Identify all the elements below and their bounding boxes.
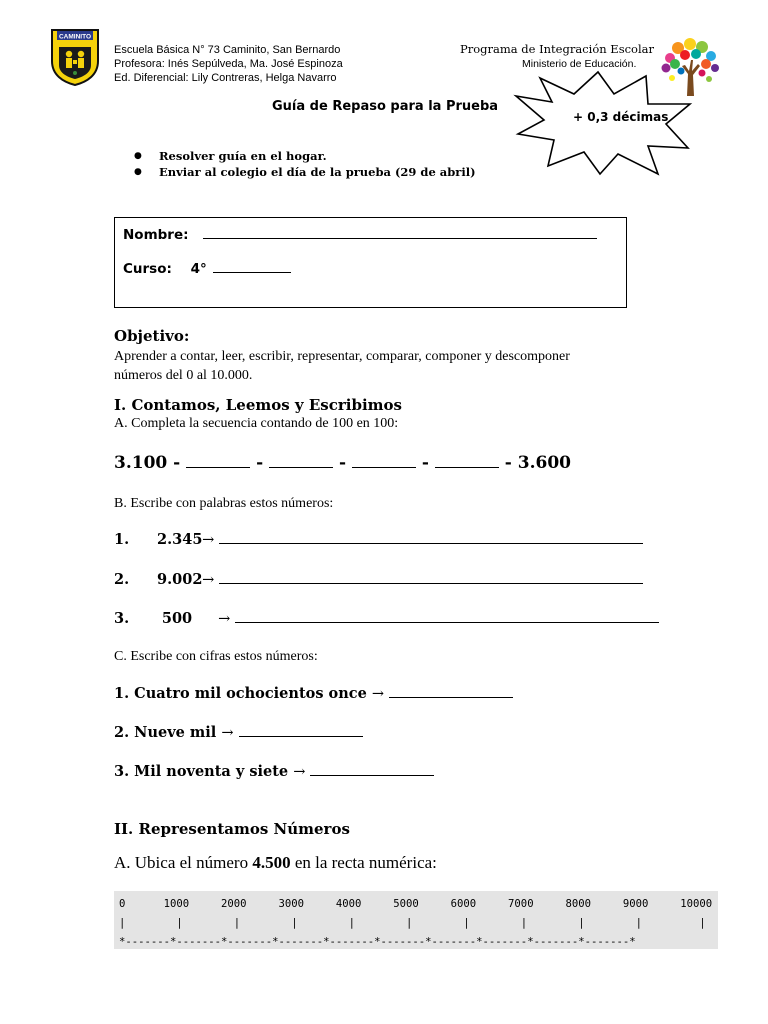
arrow-icon: →: [293, 764, 306, 780]
words-answer-line[interactable]: [219, 571, 643, 584]
special-ed-line: Ed. Diferencial: Lily Contreras, Helga Navarro: [114, 72, 337, 84]
item-words: 3. Mil noventa y siete: [114, 763, 289, 780]
part-a-prefix: A. Ubica el número: [114, 853, 249, 872]
words-to-number-item: [114, 685, 513, 702]
logo-text: CAMINITO: [58, 33, 92, 41]
digits-answer-line[interactable]: [310, 763, 434, 776]
number-to-words-item: [114, 531, 643, 548]
course-answer-line[interactable]: [213, 258, 291, 273]
arrow-icon: →: [221, 725, 234, 741]
bonus-text: + 0,3 décimas: [573, 110, 669, 124]
words-answer-line[interactable]: [235, 610, 659, 623]
ministry-name: Ministerio de Educación.: [522, 58, 637, 70]
name-label: Nombre:: [123, 227, 189, 243]
arrow-icon: →: [371, 686, 385, 702]
teachers-line: Profesora: Inés Sepúlveda, Ma. José Espinoza: [114, 58, 343, 70]
words-to-number-item: [114, 724, 363, 741]
bonus-starburst: [512, 70, 694, 176]
number-to-words-item: [114, 571, 643, 588]
arrow-icon: →: [202, 572, 215, 588]
school-name: Escuela Básica N° 73 Caminito, San Bernardo: [114, 44, 341, 56]
item-words: 2. Nueve mil: [114, 724, 217, 741]
number-line-labels: 0 1000 2000 3000 4000 5000 6000 7000 8000 9000 10000: [119, 898, 713, 910]
number-line: [114, 891, 718, 949]
section-2-part-a: [114, 853, 437, 873]
name-row: [123, 224, 597, 243]
objective-heading: Objetivo:: [114, 327, 190, 345]
name-answer-line[interactable]: [203, 224, 597, 239]
section-1-part-c: C. Escribe con cifras estos números:: [114, 649, 318, 664]
instruction-item: ● Resolver guía en el hogar.: [134, 148, 476, 164]
digits-answer-line[interactable]: [389, 685, 513, 698]
item-value: 2.345: [157, 531, 203, 548]
course-row: [123, 258, 291, 277]
target-number: 4.500: [252, 853, 291, 872]
arrow-icon: →: [202, 532, 215, 548]
section-1-part-b: B. Escribe con palabras estos números:: [114, 496, 334, 511]
item-value: 500: [161, 610, 193, 627]
course-value: 4°: [190, 261, 207, 277]
section-1-heading: I. Contamos, Leemos y Escribimos: [114, 396, 402, 414]
words-answer-line[interactable]: [219, 531, 643, 544]
section-1-part-a: A. Completa la secuencia contando de 100 en 100:: [114, 416, 399, 431]
section-2-heading: II. Representamos Números: [114, 820, 350, 838]
sequence-blank[interactable]: [352, 455, 416, 468]
sequence-blank[interactable]: [269, 455, 333, 468]
arrow-icon: →: [218, 611, 231, 627]
sequence-blank[interactable]: [186, 455, 250, 468]
item-number: 2.: [114, 571, 130, 588]
sequence-end: 3.600: [517, 453, 571, 473]
instruction-item: ● Enviar al colegio el día de la prueba (29 de abril): [134, 164, 476, 180]
sequence-row: 3.100 - - - - - 3.600: [114, 453, 571, 473]
number-to-words-item: [114, 610, 659, 627]
sequence-start: 3.100: [114, 453, 168, 473]
item-number: 1.: [114, 531, 130, 548]
number-line-axis: *-------*-------*-------*-------*-------*-------*-------*-------*-------*-------*: [119, 936, 636, 948]
program-name: Programa de Integración Escolar: [460, 42, 655, 56]
instructions-list: [134, 148, 476, 180]
item-value: 9.002: [157, 571, 203, 588]
course-label: Curso:: [123, 261, 172, 277]
item-words: 1. Cuatro mil ochocientos once: [114, 685, 367, 702]
sequence-blank[interactable]: [435, 455, 499, 468]
objective-text-line-1: Aprender a contar, leer, escribir, representar, comparar, componer y descomponer: [114, 349, 570, 364]
number-line-ticks: | | | | | | | | | | |: [119, 917, 706, 929]
part-a-suffix: en la recta numérica:: [294, 853, 437, 872]
page-title: Guía de Repaso para la Prueba: [272, 99, 499, 114]
school-logo: [49, 27, 101, 87]
words-to-number-item: [114, 763, 434, 780]
item-number: 3.: [114, 610, 130, 627]
digits-answer-line[interactable]: [239, 724, 363, 737]
objective-text-line-2: números del 0 al 10.000.: [114, 368, 253, 383]
